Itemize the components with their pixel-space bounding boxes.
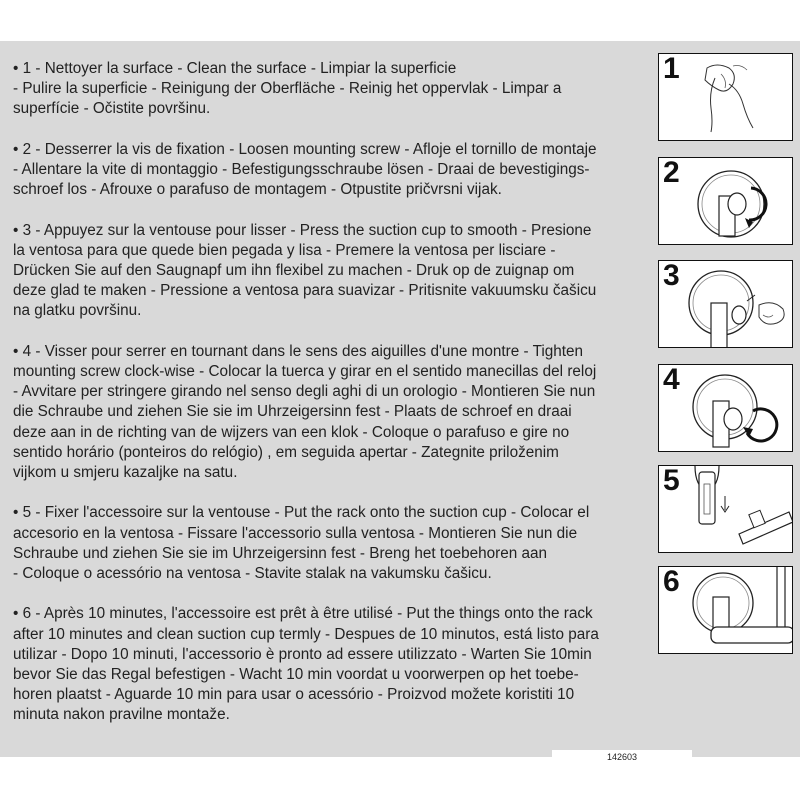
- step-1-number: 1: [663, 53, 680, 85]
- step-2-text: • 2 - Desserrer la vis de fixation - Loosen mounting screw - Afloje el tornillo de montaje - Allentare la vite di montaggio - Befestigungsschraube lösen - Draai de bevestigings- schroef los - Afrouxe o parafuso de montagem - Otpustite pričvrsni vijak.: [13, 140, 597, 199]
- loosen-screw-icon: [659, 158, 793, 245]
- step-2-figure: [658, 157, 793, 245]
- step-5-figure: [658, 465, 793, 553]
- cloth-wipe-icon: [659, 54, 793, 141]
- step-1-text: • 1 - Nettoyer la surface - Clean the surface - Limpiar la superficie - Pulire la superficie - Reinigung der Oberfläche - Reinig het oppervlak - Limpar a superfície - Očistite površinu.: [13, 60, 562, 118]
- step-3-text: • 3 - Appuyez sur la ventouse pour lisser - Press the suction cup to smooth - Presione la ventosa para que quede bien pegada y lisa - Premere la ventosa per lisciare - Drücken Sie auf den Saugnapf um ihn flexibel zu machen - Druk op de zuignap om deze glad te maken - Pressione a ventosa para suavizar - Pritisnite vakuumsku čašicu na glatku površinu.: [13, 221, 597, 320]
- step-2-number: 2: [663, 157, 680, 189]
- step-3-number: 3: [663, 260, 680, 292]
- step-5-number: 5: [663, 465, 680, 497]
- step-5-text: • 5 - Fixer l'accessoire sur la ventouse - Put the rack onto the suction cup - Colocar el accesorio en la ventosa - Fissare l'accessorio sulla ventosa - Montieren Sie nun die Schraube und ziehen Sie sie im Uhrzeigersinn fest - Breng het toebehoren aan - Coloque o acessório na ventosa - Stavite stalak na vakumsku čašicu.: [13, 504, 590, 583]
- press-suction-cup-icon: [659, 261, 793, 348]
- product-code: 142603: [552, 750, 692, 762]
- instruction-steps: [13, 59, 651, 746]
- step-1-figure: [658, 53, 793, 141]
- step-4-number: 4: [663, 364, 680, 396]
- attach-rack-icon: [659, 466, 793, 553]
- rack-mounted-icon: [659, 567, 793, 654]
- step-6-figure: [658, 566, 793, 654]
- step-4-figure: [658, 364, 793, 452]
- step-6-text: • 6 - Après 10 minutes, l'accessoire est prêt à être utilisé - Put the things onto the rack after 10 minutes and clean suction cup termly - Despues de 10 minutos, está listo para utilizar - Dopo 10 minuti, l'accessorio è pronto ad essere utilizzato - Warten Sie 10min bevor Sie das Regal befestigen - Wacht 10 min voordat u voorwerpen op het toebe- horen plaatst - Aguarde 10 min para usar o acessório - Proizvod možete koristiti 10 minuta nakon pravilne montaže.: [13, 605, 599, 724]
- step-3-figure: [658, 260, 793, 348]
- step-6-number: 6: [663, 566, 680, 598]
- step-4-text: • 4 - Visser pour serrer en tournant dans le sens des aiguilles d'une montre - Tighten mounting screw clock-wise - Colocar la tuerca y girar en el sentido manecillas del reloj - Avvitare per stringere girando nel senso degli aghi di un orologio - Montieren Sie nun die Schraube und ziehen Sie sie im Uhrzeigersinn fest - Plaats de schroef en draai deze aan in de richting van de wijzers van een klok - Coloque o parafuso e gire no sentido horário (ponteiros do relógio) , em seguida apertar - Zategnite priloženim vijkom u smjeru kazaljke na satu.: [13, 342, 597, 482]
- tighten-screw-icon: [659, 365, 793, 452]
